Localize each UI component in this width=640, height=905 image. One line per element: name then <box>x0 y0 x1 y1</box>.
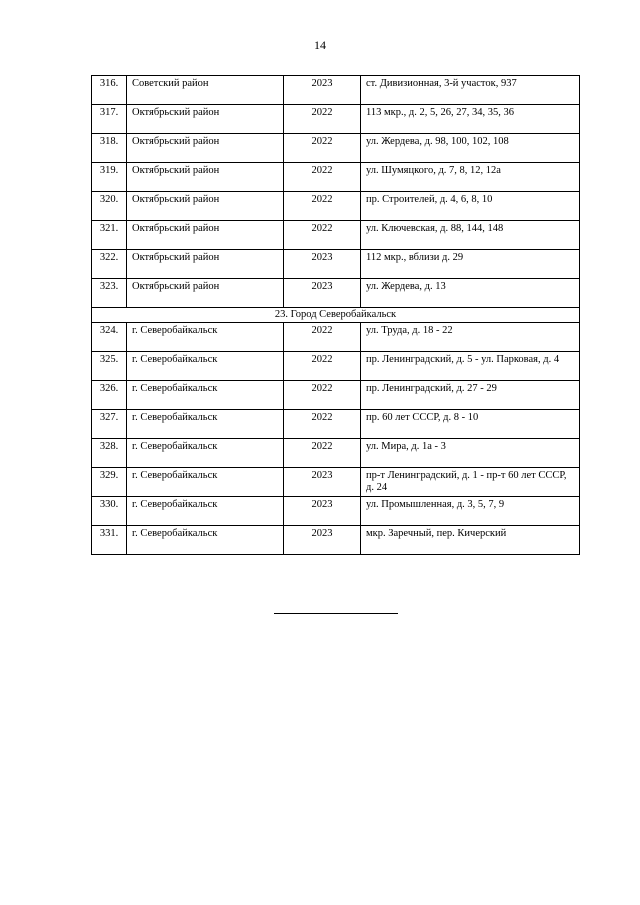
year-cell: 2022 <box>284 105 361 134</box>
address-cell: ул. Ключевская, д. 88, 144, 148 <box>361 221 580 250</box>
year-cell: 2023 <box>284 526 361 555</box>
district-cell: г. Северобайкальск <box>127 439 284 468</box>
row-number: 322. <box>92 250 127 279</box>
address-cell: пр-т Ленинградский, д. 1 - пр-т 60 лет СССР, д. 24 <box>361 468 580 497</box>
row-number: 330. <box>92 497 127 526</box>
table-row <box>92 221 580 250</box>
address-cell: ул. Шумяцкого, д. 7, 8, 12, 12а <box>361 163 580 192</box>
table-row <box>92 410 580 439</box>
year-cell: 2022 <box>284 134 361 163</box>
address-cell: 113 мкр., д. 2, 5, 26, 27, 34, 35, 36 <box>361 105 580 134</box>
district-cell: Октябрьский район <box>127 163 284 192</box>
row-number: 328. <box>92 439 127 468</box>
year-cell: 2022 <box>284 381 361 410</box>
row-number: 321. <box>92 221 127 250</box>
year-cell: 2023 <box>284 468 361 497</box>
address-cell: ул. Труда, д. 18 - 22 <box>361 323 580 352</box>
table-row <box>92 352 580 381</box>
year-cell: 2022 <box>284 410 361 439</box>
year-cell: 2022 <box>284 221 361 250</box>
table-row <box>92 526 580 555</box>
table-row <box>92 323 580 352</box>
district-cell: г. Северобайкальск <box>127 352 284 381</box>
district-cell: г. Северобайкальск <box>127 410 284 439</box>
district-cell: Октябрьский район <box>127 105 284 134</box>
row-number: 327. <box>92 410 127 439</box>
district-cell: Октябрьский район <box>127 192 284 221</box>
year-cell: 2022 <box>284 163 361 192</box>
year-cell: 2023 <box>284 497 361 526</box>
address-cell: пр. 60 лет СССР, д. 8 - 10 <box>361 410 580 439</box>
district-cell: г. Северобайкальск <box>127 497 284 526</box>
end-divider-line <box>274 613 398 614</box>
row-number: 323. <box>92 279 127 308</box>
row-number: 326. <box>92 381 127 410</box>
year-cell: 2022 <box>284 439 361 468</box>
table-row <box>92 381 580 410</box>
district-cell: г. Северобайкальск <box>127 526 284 555</box>
row-number: 329. <box>92 468 127 497</box>
address-cell: ул. Промышленная, д. 3, 5, 7, 9 <box>361 497 580 526</box>
registry-table <box>91 75 580 555</box>
page-number: 14 <box>314 38 326 52</box>
table-row <box>92 250 580 279</box>
district-cell: Октябрьский район <box>127 250 284 279</box>
address-cell: ул. Мира, д. 1а - 3 <box>361 439 580 468</box>
row-number: 316. <box>92 76 127 105</box>
address-cell: 112 мкр., вблизи д. 29 <box>361 250 580 279</box>
district-cell: г. Северобайкальск <box>127 323 284 352</box>
row-number: 317. <box>92 105 127 134</box>
table-row <box>92 134 580 163</box>
table-row <box>92 497 580 526</box>
address-cell: ст. Дивизионная, 3-й участок, 937 <box>361 76 580 105</box>
table-row <box>92 439 580 468</box>
section-title: 23. Город Северобайкальск <box>92 308 580 323</box>
district-cell: г. Северобайкальск <box>127 468 284 497</box>
address-cell: пр. Ленинградский, д. 5 - ул. Парковая, д. 4 <box>361 352 580 381</box>
registry-table-body <box>92 76 580 555</box>
district-cell: Октябрьский район <box>127 134 284 163</box>
address-cell: мкр. Заречный, пер. Кичерский <box>361 526 580 555</box>
year-cell: 2023 <box>284 279 361 308</box>
address-cell: ул. Жердева, д. 13 <box>361 279 580 308</box>
row-number: 318. <box>92 134 127 163</box>
section-heading-row <box>92 308 580 323</box>
table-row <box>92 163 580 192</box>
address-cell: пр. Строителей, д. 4, 6, 8, 10 <box>361 192 580 221</box>
table-row <box>92 105 580 134</box>
year-cell: 2022 <box>284 323 361 352</box>
row-number: 319. <box>92 163 127 192</box>
year-cell: 2022 <box>284 352 361 381</box>
year-cell: 2023 <box>284 250 361 279</box>
row-number: 325. <box>92 352 127 381</box>
table-row <box>92 76 580 105</box>
year-cell: 2022 <box>284 192 361 221</box>
district-cell: г. Северобайкальск <box>127 381 284 410</box>
address-cell: ул. Жердева, д. 98, 100, 102, 108 <box>361 134 580 163</box>
row-number: 331. <box>92 526 127 555</box>
district-cell: Октябрьский район <box>127 279 284 308</box>
year-cell: 2023 <box>284 76 361 105</box>
district-cell: Советский район <box>127 76 284 105</box>
table-row <box>92 279 580 308</box>
row-number: 324. <box>92 323 127 352</box>
row-number: 320. <box>92 192 127 221</box>
table-row <box>92 192 580 221</box>
table-row <box>92 468 580 497</box>
address-cell: пр. Ленинградский, д. 27 - 29 <box>361 381 580 410</box>
district-cell: Октябрьский район <box>127 221 284 250</box>
